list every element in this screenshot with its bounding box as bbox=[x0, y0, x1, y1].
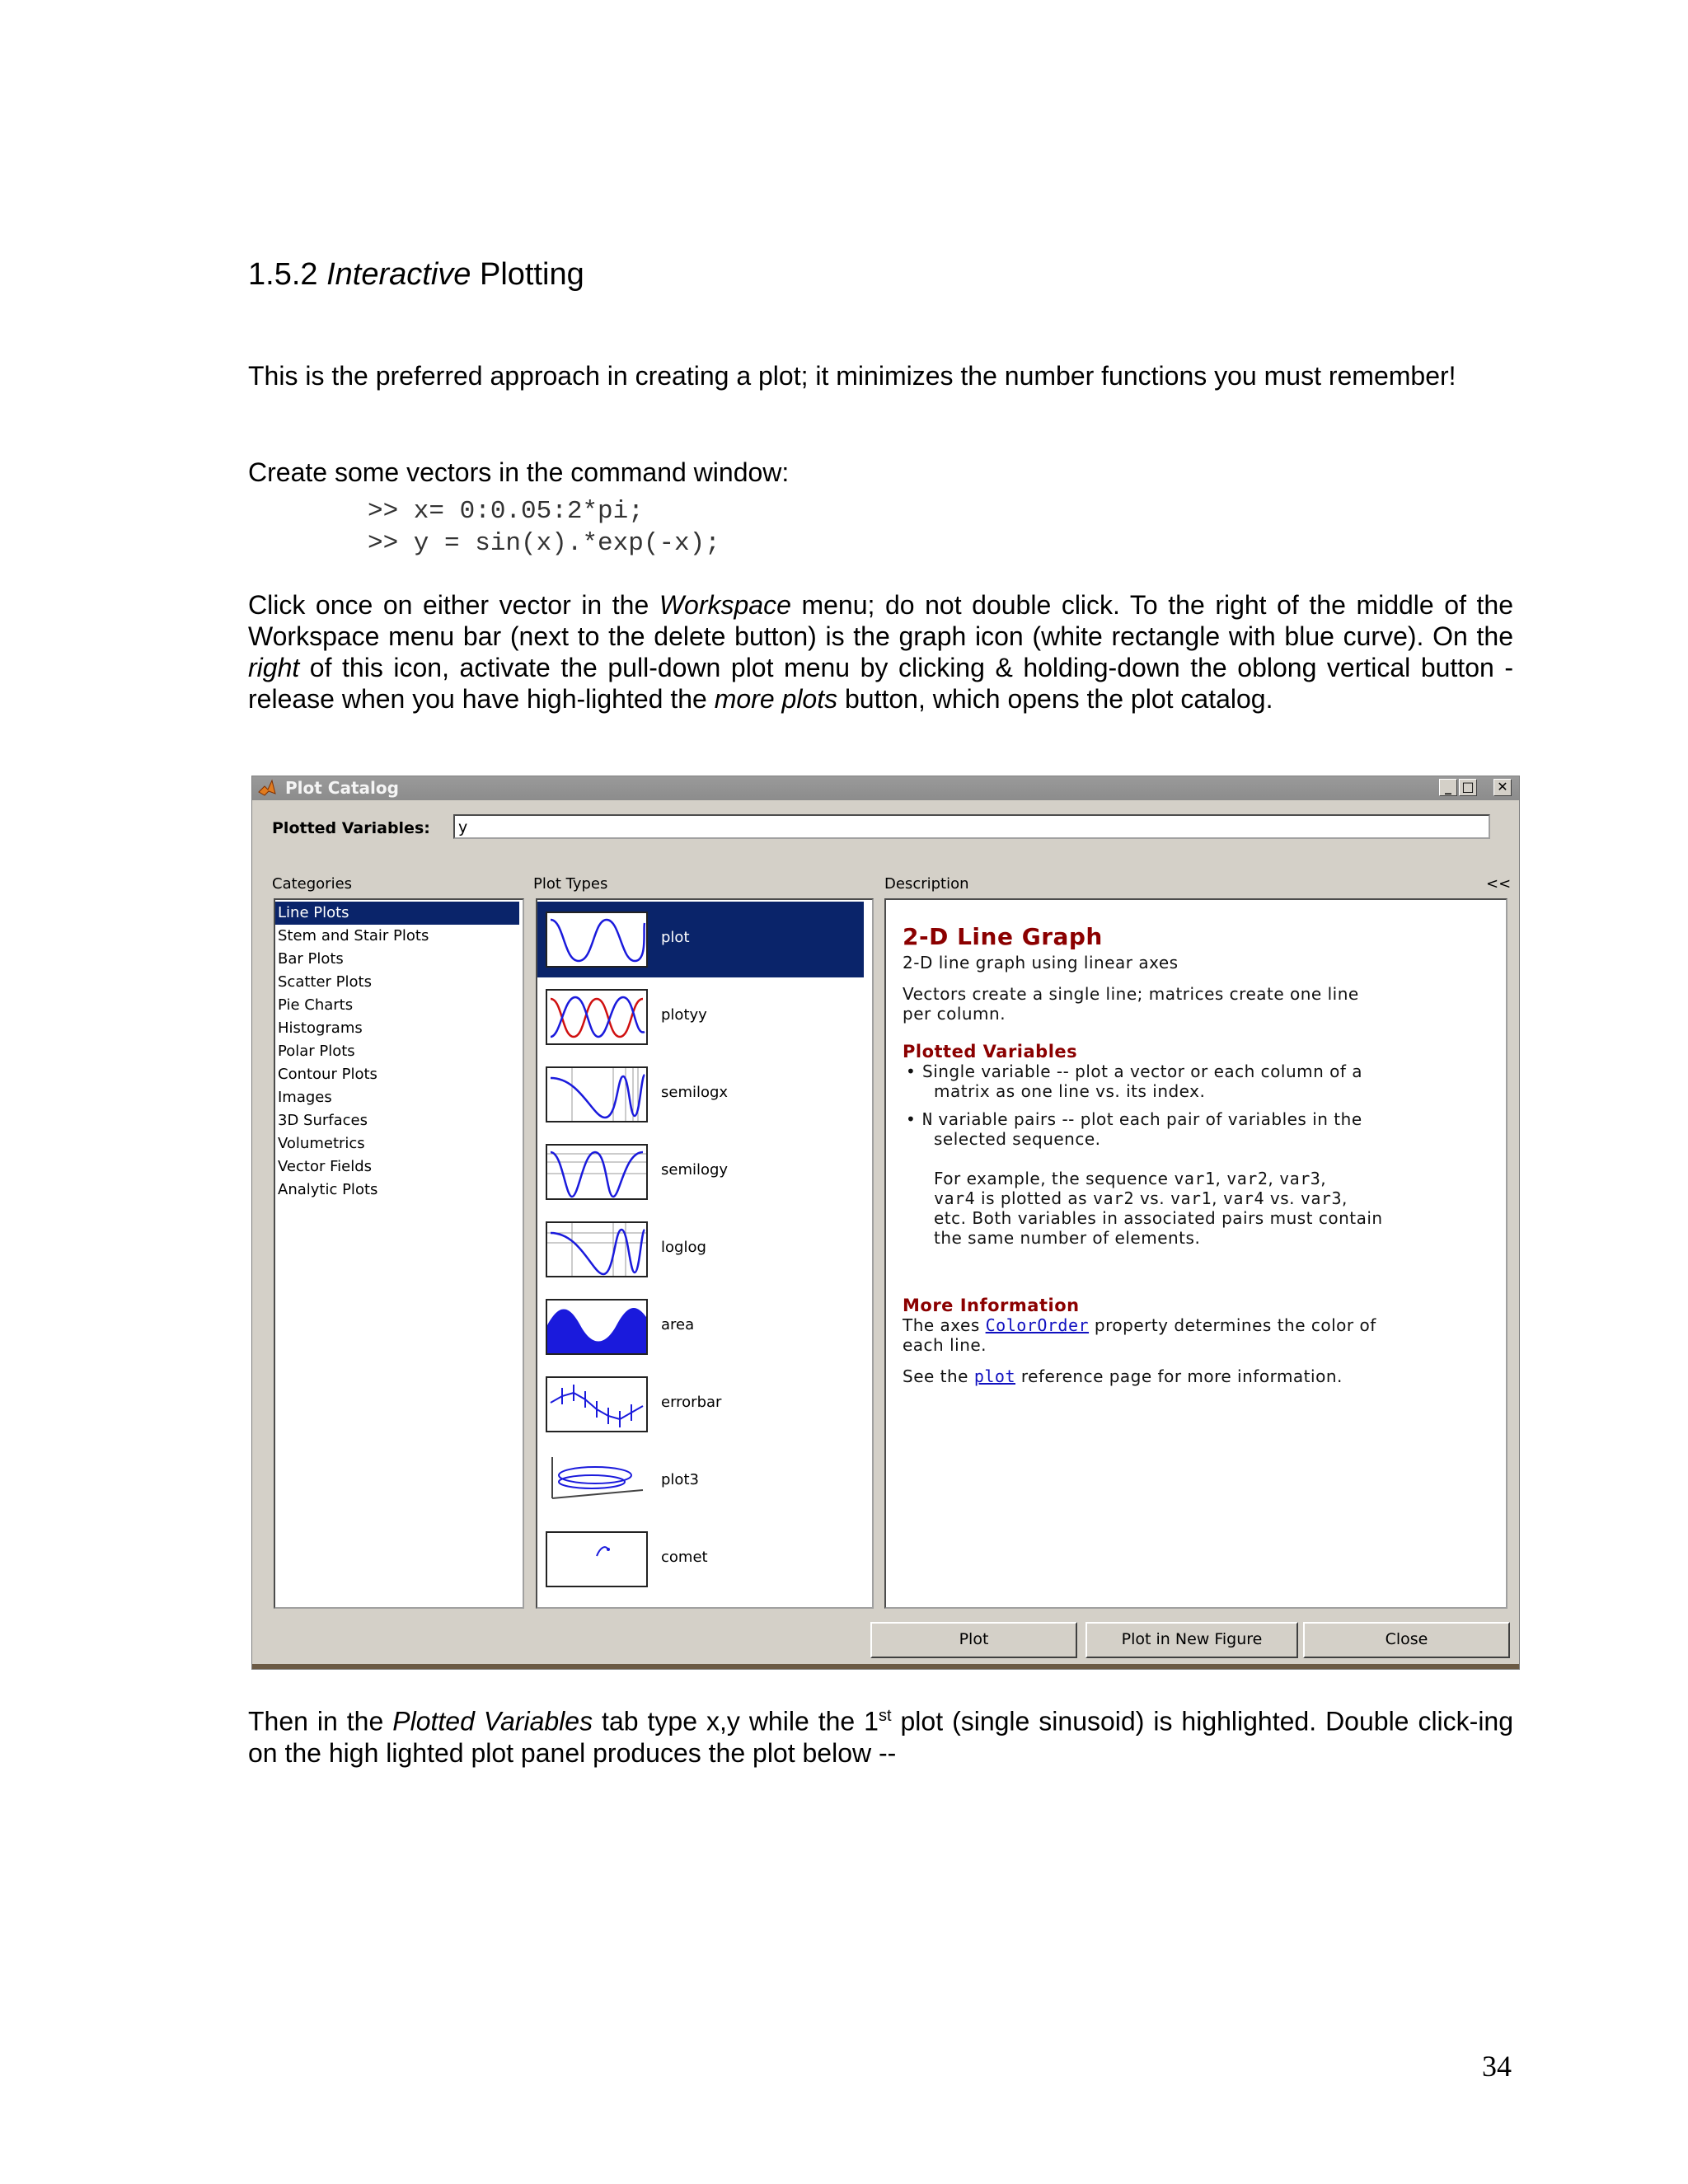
see-text: reference page for more information. bbox=[1015, 1366, 1343, 1386]
vectors-line-2: per column. bbox=[903, 1004, 1006, 1024]
minimize-button[interactable]: _ bbox=[1439, 779, 1457, 796]
after-text-3: plot (single sinusoid) is highlighted. Double click-ing on the high lighted plot panel produces the plot below -- bbox=[248, 1706, 1514, 1768]
description-panel bbox=[884, 898, 1507, 1609]
example-line-4: the same number of elements. bbox=[934, 1228, 1201, 1248]
example-text: is plotted as bbox=[975, 1188, 1093, 1208]
after-text-2: tab type x,y while the 1 bbox=[593, 1706, 879, 1736]
bullet-2-text: variable pairs -- plot each pair of variables in the bbox=[932, 1109, 1362, 1129]
plot-type-item[interactable] bbox=[537, 1057, 864, 1132]
plot-type-label: semilogx bbox=[661, 1084, 729, 1101]
plot-type-label: comet bbox=[661, 1549, 708, 1566]
plot-type-item[interactable] bbox=[537, 902, 864, 977]
plot-type-label: area bbox=[661, 1316, 695, 1333]
bullet-1-line-1 bbox=[906, 1062, 1363, 1081]
vs-text: vs. bbox=[1264, 1188, 1301, 1208]
close-icon[interactable]: ✕ bbox=[1493, 779, 1512, 796]
category-item[interactable]: Images bbox=[278, 1089, 332, 1106]
plot-catalog-window bbox=[251, 776, 1520, 1670]
bullet-icon: • bbox=[906, 1062, 917, 1081]
plot-in-new-figure-button[interactable]: Plot in New Figure bbox=[1085, 1622, 1298, 1658]
more-plots-term: more plots bbox=[714, 684, 838, 714]
right-term: right bbox=[248, 653, 300, 682]
intro-paragraph: This is the preferred approach in creating a plot; it minimizes the number functions you must remember! bbox=[248, 361, 1456, 391]
comma: , bbox=[1212, 1188, 1223, 1208]
workspace-term: Workspace bbox=[659, 590, 791, 620]
description-subtitle: 2-D line graph using linear axes bbox=[903, 953, 1179, 972]
bullet-2-line-1 bbox=[906, 1109, 1362, 1129]
plot-type-label: loglog bbox=[661, 1239, 706, 1256]
window-titlebar[interactable] bbox=[252, 776, 1519, 800]
category-item[interactable]: Scatter Plots bbox=[278, 973, 372, 991]
plot-type-label: plot bbox=[661, 929, 690, 946]
instructions-paragraph bbox=[248, 589, 1513, 715]
example-text: For example, the sequence bbox=[934, 1169, 1175, 1188]
comet-thumbnail-icon bbox=[546, 1531, 648, 1587]
example-line-1 bbox=[934, 1169, 1326, 1188]
instructions-text-4: button, which opens the plot catalog. bbox=[837, 684, 1273, 714]
category-item[interactable]: Analytic Plots bbox=[278, 1181, 378, 1198]
instructions-text-3: of this icon, activate the pull-down plot menu by clicking & holding-down the oblong vertical button - release when you have high-lighted the bbox=[248, 653, 1513, 714]
section-heading bbox=[248, 257, 584, 293]
category-item[interactable]: Polar Plots bbox=[278, 1043, 355, 1060]
plotyy-thumbnail-icon bbox=[546, 989, 648, 1045]
superscript: st bbox=[878, 1707, 892, 1725]
see-text: See the bbox=[903, 1366, 974, 1386]
plot3-thumbnail-icon bbox=[546, 1454, 648, 1510]
plot-reference-link[interactable]: plot bbox=[973, 1366, 1016, 1386]
plot-type-item[interactable] bbox=[537, 979, 864, 1055]
more-info-line-1 bbox=[903, 1315, 1376, 1335]
more-info-text: property determines the color of bbox=[1089, 1315, 1376, 1335]
more-info-line-2: each line. bbox=[903, 1335, 987, 1355]
bullet-1-text: Single variable -- plot a vector or each column of a bbox=[922, 1062, 1363, 1081]
plot-type-label: plot3 bbox=[661, 1471, 699, 1488]
plot-type-item[interactable] bbox=[537, 1212, 864, 1287]
var-code: var3 bbox=[1279, 1169, 1321, 1188]
plot-type-label: errorbar bbox=[661, 1394, 722, 1411]
matlab-logo-icon bbox=[257, 779, 277, 797]
plot-type-item[interactable] bbox=[537, 1289, 864, 1365]
var-code: var1 bbox=[1174, 1169, 1216, 1188]
more-info-heading: More Information bbox=[903, 1296, 1080, 1315]
example-line-2 bbox=[934, 1188, 1348, 1208]
plotted-variables-term: Plotted Variables bbox=[392, 1706, 593, 1736]
category-item[interactable]: Pie Charts bbox=[278, 996, 354, 1014]
maximize-button[interactable]: □ bbox=[1459, 779, 1477, 796]
plot-button[interactable]: Plot bbox=[870, 1622, 1077, 1658]
bullet-2-line-2: selected sequence. bbox=[934, 1129, 1101, 1149]
category-item[interactable]: Volumetrics bbox=[278, 1135, 365, 1152]
code-line-2: >> y = sin(x).*exp(-x); bbox=[368, 529, 720, 558]
more-info-text: The axes bbox=[903, 1315, 986, 1335]
comma: , bbox=[1268, 1169, 1280, 1188]
var-code: var4 bbox=[934, 1188, 976, 1208]
instructions-text-2: menu; do not double click. To the right of the middle of the Workspace menu bar (next to the delete button) is the graph icon (white rectangle with blue curve). On the bbox=[248, 590, 1514, 651]
categories-list[interactable] bbox=[274, 898, 524, 1609]
vectors-line-1: Vectors create a single line; matrices create one line bbox=[903, 984, 1359, 1004]
plot-type-item[interactable] bbox=[537, 1521, 864, 1597]
see-plot-line bbox=[903, 1366, 1343, 1386]
var-code: var1 bbox=[1170, 1188, 1212, 1208]
colororder-link[interactable]: ColorOrder bbox=[985, 1315, 1090, 1335]
section-title-italic: Interactive bbox=[326, 257, 471, 292]
var-code: var3 bbox=[1300, 1188, 1342, 1208]
after-text-1: Then in the bbox=[248, 1706, 393, 1736]
category-item[interactable]: Stem and Stair Plots bbox=[278, 927, 429, 944]
plot-type-item[interactable] bbox=[537, 1134, 864, 1210]
category-item[interactable]: Histograms bbox=[278, 1019, 363, 1037]
loglog-thumbnail-icon bbox=[546, 1221, 648, 1277]
category-item[interactable]: Bar Plots bbox=[278, 950, 344, 968]
semilogx-thumbnail-icon bbox=[546, 1066, 648, 1122]
after-paragraph bbox=[248, 1700, 1513, 1769]
plot-type-item[interactable] bbox=[537, 1444, 864, 1520]
comma: , bbox=[1320, 1169, 1327, 1188]
errorbar-thumbnail-icon bbox=[546, 1376, 648, 1432]
plotted-variables-heading: Plotted Variables bbox=[903, 1042, 1078, 1062]
plotted-variables-input[interactable]: y bbox=[453, 814, 1490, 839]
comma: , bbox=[1342, 1188, 1348, 1208]
description-title: 2-D Line Graph bbox=[903, 923, 1103, 950]
window-title: Plot Catalog bbox=[285, 778, 399, 798]
category-item[interactable]: 3D Surfaces bbox=[278, 1112, 368, 1129]
code-line-1: >> x= 0:0.05:2*pi; bbox=[368, 497, 644, 526]
plotted-variables-label: Plotted Variables: bbox=[272, 819, 430, 837]
category-item[interactable]: Line Plots bbox=[275, 902, 519, 925]
collapse-button[interactable]: << bbox=[1486, 875, 1512, 893]
close-button[interactable]: Close bbox=[1303, 1622, 1510, 1658]
example-line-3: etc. Both variables in associated pairs must contain bbox=[934, 1208, 1383, 1228]
var-code: var4 bbox=[1222, 1188, 1264, 1208]
plot-types-list[interactable] bbox=[536, 898, 874, 1609]
comma: , bbox=[1215, 1169, 1227, 1188]
var-code: var2 bbox=[1092, 1188, 1135, 1208]
plot-type-label: plotyy bbox=[661, 1006, 707, 1024]
bullet-icon: • bbox=[906, 1109, 917, 1129]
instructions-text-1: Click once on either vector in the bbox=[248, 590, 659, 620]
section-number: 1.5.2 bbox=[248, 257, 318, 292]
plot-types-label: Plot Types bbox=[533, 875, 608, 893]
bullet-2-n: N bbox=[922, 1109, 933, 1129]
plot-type-label: semilogy bbox=[661, 1161, 729, 1179]
area-thumbnail-icon bbox=[546, 1299, 648, 1355]
var-code: var2 bbox=[1226, 1169, 1268, 1188]
section-title-rest: Plotting bbox=[479, 257, 584, 292]
category-item[interactable]: Contour Plots bbox=[278, 1066, 377, 1083]
page-number: 34 bbox=[1482, 2050, 1512, 2083]
window-bottom-edge bbox=[252, 1664, 1519, 1669]
category-item[interactable]: Vector Fields bbox=[278, 1158, 373, 1175]
vs-text: vs. bbox=[1134, 1188, 1170, 1208]
semilogy-thumbnail-icon bbox=[546, 1144, 648, 1200]
bullet-1-line-2: matrix as one line vs. its index. bbox=[934, 1081, 1206, 1101]
categories-label: Categories bbox=[272, 875, 353, 893]
description-label: Description bbox=[884, 875, 969, 893]
plot-type-item[interactable] bbox=[537, 1366, 864, 1442]
plot-thumbnail-icon bbox=[546, 912, 648, 968]
create-vectors-text: Create some vectors in the command window: bbox=[248, 457, 790, 487]
